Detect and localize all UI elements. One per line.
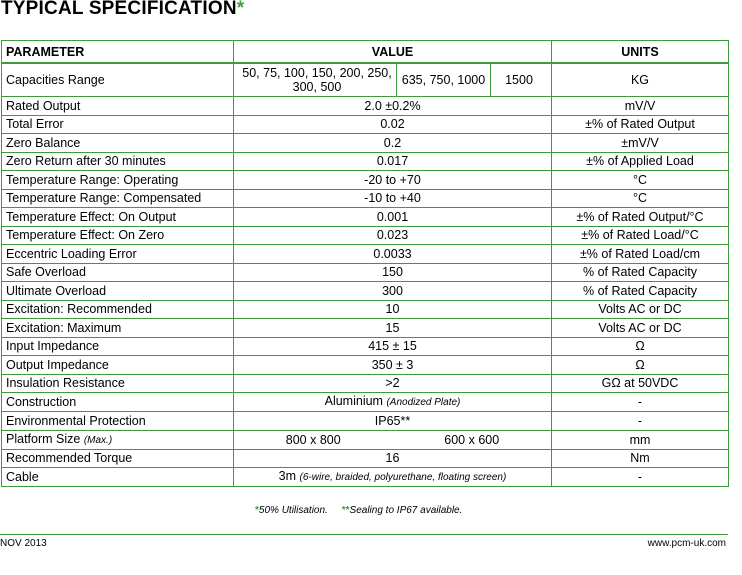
param-cell: Temperature Effect: On Output xyxy=(2,208,234,227)
unit-cell: Ω xyxy=(552,356,729,375)
unit-cell: ±% of Rated Load/°C xyxy=(552,226,729,245)
param-cell: Excitation: Recommended xyxy=(2,300,234,319)
value-cell: 0.023 xyxy=(234,226,552,245)
value-cell: >2 xyxy=(234,374,552,393)
unit-cell: mm xyxy=(552,430,729,449)
value-cell: 15 xyxy=(234,319,552,338)
value-cell xyxy=(234,468,552,487)
cable-note: (6-wire, braided, polyurethane, floating screen) xyxy=(299,472,507,483)
param-cell: Zero Return after 30 minutes xyxy=(2,152,234,171)
unit-cell: Ω xyxy=(552,337,729,356)
construction-row xyxy=(2,393,729,412)
capacity-range-1: 50, 75, 100, 150, 200, 250, 300, 500 xyxy=(238,64,397,96)
unit-cell: ±% of Rated Output xyxy=(552,115,729,134)
footnote-1: 50% Utilisation. xyxy=(258,505,328,516)
construction-value: Aluminium xyxy=(324,394,383,408)
param-cell: Temperature Effect: On Zero xyxy=(2,226,234,245)
capacity-range-2: 635, 750, 1000 xyxy=(397,64,491,96)
unit-cell: GΩ at 50VDC xyxy=(552,374,729,393)
value-cell: 2.0 ±0.2% xyxy=(234,97,552,116)
param-cell: Input Impedance xyxy=(2,337,234,356)
parameter-header: PARAMETER xyxy=(2,41,234,64)
header-row xyxy=(2,41,729,64)
table-row xyxy=(2,337,729,356)
value-cell: -20 to +70 xyxy=(234,171,552,190)
table-row xyxy=(2,245,729,264)
value-cell xyxy=(234,430,552,449)
value-cell: 16 xyxy=(234,449,552,468)
unit-cell: °C xyxy=(552,189,729,208)
value-cell: 0.02 xyxy=(234,115,552,134)
value-cell: 350 ± 3 xyxy=(234,356,552,375)
value-cell: IP65** xyxy=(234,412,552,431)
table-row xyxy=(2,263,729,282)
footnotes xyxy=(255,505,462,516)
value-cell: 10 xyxy=(234,300,552,319)
value-cell xyxy=(234,393,552,412)
capacities-unit: KG xyxy=(552,63,729,97)
param-cell: Rated Output xyxy=(2,97,234,116)
table-row xyxy=(2,282,729,301)
table-row xyxy=(2,134,729,153)
unit-cell: % of Rated Capacity xyxy=(552,263,729,282)
footnote-star-2: ** xyxy=(341,505,350,516)
unit-cell: - xyxy=(552,393,729,412)
param-cell: Total Error xyxy=(2,115,234,134)
value-cell: 0.0033 xyxy=(234,245,552,264)
platform-label: Platform Size xyxy=(6,431,81,446)
title-text: TYPICAL SPECIFICATION xyxy=(1,0,237,19)
table-row xyxy=(2,208,729,227)
specification-table xyxy=(1,40,729,487)
platform-size-2: 600 x 600 xyxy=(444,432,500,447)
unit-cell: ±% of Applied Load xyxy=(552,152,729,171)
cable-row xyxy=(2,468,729,487)
unit-cell: ±mV/V xyxy=(552,134,729,153)
unit-cell: Volts AC or DC xyxy=(552,319,729,338)
param-cell: Excitation: Maximum xyxy=(2,319,234,338)
table-row xyxy=(2,115,729,134)
title-asterisk: * xyxy=(236,0,245,19)
platform-note: (Max.) xyxy=(83,434,113,446)
torque-row xyxy=(2,449,729,468)
table-row xyxy=(2,300,729,319)
param-cell: Temperature Range: Operating xyxy=(2,171,234,190)
value-cell: -10 to +40 xyxy=(234,189,552,208)
environmental-row xyxy=(2,412,729,431)
unit-cell: - xyxy=(552,412,729,431)
value-cell: 0.2 xyxy=(234,134,552,153)
unit-cell: °C xyxy=(552,171,729,190)
table-row xyxy=(2,97,729,116)
unit-cell: - xyxy=(552,468,729,487)
capacity-range-3: 1500 xyxy=(505,73,533,87)
table-row xyxy=(2,189,729,208)
footer-website: www.pcm-uk.com xyxy=(647,538,726,549)
value-cell: 300 xyxy=(234,282,552,301)
value-cell: 0.017 xyxy=(234,152,552,171)
param-cell: Output Impedance xyxy=(2,356,234,375)
param-cell: Ultimate Overload xyxy=(2,282,234,301)
footer-date: NOV 2013 xyxy=(0,538,47,549)
platform-row xyxy=(2,430,729,449)
param-cell: Zero Balance xyxy=(2,134,234,153)
cable-value: 3m xyxy=(278,469,297,483)
param-cell: Recommended Torque xyxy=(2,449,234,468)
construction-note: (Anodized Plate) xyxy=(386,397,461,408)
param-cell: Temperature Range: Compensated xyxy=(2,189,234,208)
units-header: UNITS xyxy=(552,41,729,64)
platform-size-1: 800 x 800 xyxy=(285,432,341,447)
param-cell: Eccentric Loading Error xyxy=(2,245,234,264)
value-cell: 150 xyxy=(234,263,552,282)
param-cell: Safe Overload xyxy=(2,263,234,282)
table-row xyxy=(2,152,729,171)
capacities-row xyxy=(2,63,729,97)
param-cell: Insulation Resistance xyxy=(2,374,234,393)
capacities-values xyxy=(234,63,552,97)
table-row xyxy=(2,374,729,393)
unit-cell: ±% of Rated Output/°C xyxy=(552,208,729,227)
page-title xyxy=(1,0,244,20)
capacities-label: Capacities Range xyxy=(2,63,234,97)
param-cell: Environmental Protection xyxy=(2,412,234,431)
footer-divider xyxy=(0,534,728,535)
table-row xyxy=(2,356,729,375)
table-row xyxy=(2,171,729,190)
param-cell xyxy=(2,430,234,449)
unit-cell: mV/V xyxy=(552,97,729,116)
value-header: VALUE xyxy=(234,41,552,64)
value-cell: 0.001 xyxy=(234,208,552,227)
value-cell: 415 ± 15 xyxy=(234,337,552,356)
table-row xyxy=(2,319,729,338)
unit-cell: % of Rated Capacity xyxy=(552,282,729,301)
footnote-2: Sealing to IP67 available. xyxy=(349,505,463,516)
table-row xyxy=(2,226,729,245)
param-cell: Cable xyxy=(2,468,234,487)
param-cell: Construction xyxy=(2,393,234,412)
footnote-star-1: * xyxy=(255,505,259,516)
unit-cell: Nm xyxy=(552,449,729,468)
unit-cell: ±% of Rated Load/cm xyxy=(552,245,729,264)
unit-cell: Volts AC or DC xyxy=(552,300,729,319)
